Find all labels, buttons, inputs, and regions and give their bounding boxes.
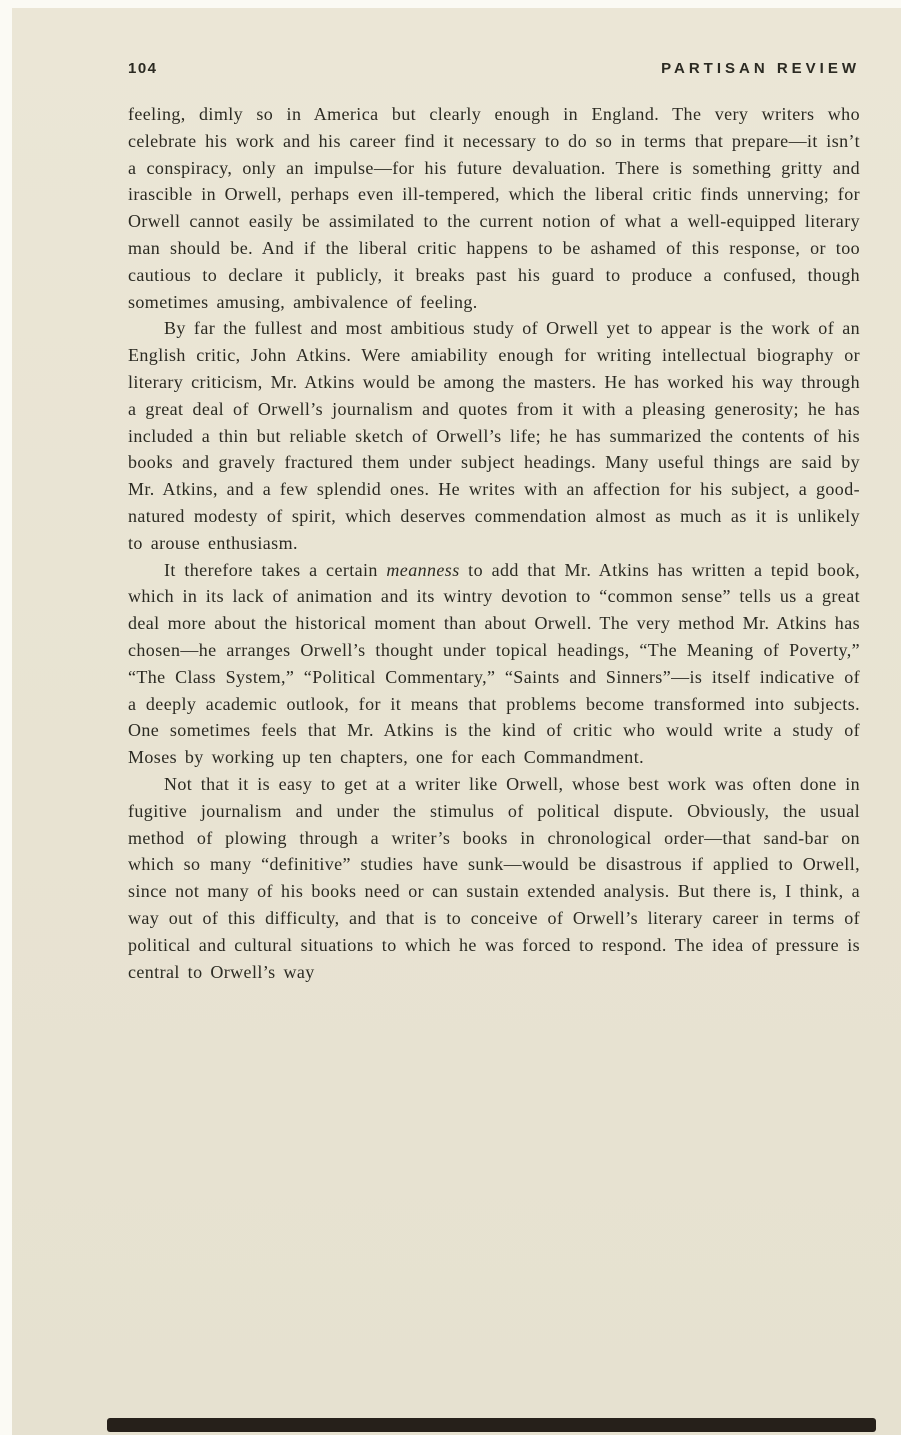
- page-header: [128, 60, 860, 77]
- scan-edge-shadow: [107, 1418, 876, 1432]
- paragraph-1: [128, 101, 860, 315]
- page-number: 104: [128, 60, 158, 77]
- paragraph-2: [128, 315, 860, 556]
- page-body: [128, 101, 860, 985]
- paragraph-3-text-rest: to add that Mr. Atkins has written a tepid book, which in its lack of animation and its wintry devotion to “common sense” tells us a great deal more about the historical moment than about Orwell. The very method Mr. Atkins has chosen—he arranges Orwell’s thought under topical headings, “The Meaning of Poverty,” “The Class System,” “Political Commentary,” “Saints and Sinners”—is itself indicative of a deeply academic outlook, for it means that problems become transformed into subjects. One sometimes feels that Mr. Atkins is the kind of critic who would write a study of Moses by working up ten chapters, one for each Commandment.: [128, 559, 860, 768]
- paragraph-3-text-lead: It therefore takes a certain: [164, 559, 387, 580]
- scanned-page: [12, 8, 901, 1435]
- paragraph-4: [128, 771, 860, 985]
- journal-title: PARTISAN REVIEW: [661, 60, 860, 77]
- paragraph-4-text: Not that it is easy to get at a writer like Orwell, whose best work was often done in fugitive journalism and under the stimulus of political dispute. Obviously, the usual method of plowing through a writer’s books in chronological order—that sand-bar on which so many “definitive” studies have sunk—would be disastrous if applied to Orwell, since not many of his books need or can sustain extended analysis. But there is, I think, a way out of this difficulty, and that is to conceive of Orwell’s literary career in terms of political and cultural situations to which he was forced to respond. The idea of pressure is central to Orwell’s way: [128, 773, 860, 982]
- paragraph-2-text: By far the fullest and most ambitious study of Orwell yet to appear is the work of an English critic, John Atkins. Were amiability enough for writing intellectual biography or literary criticism, Mr. Atkins would be among the masters. He has worked his way through a great deal of Orwell’s journalism and quotes from it with a pleasing generosity; he has included a thin but reliable sketch of Orwell’s life; he has summarized the contents of his books and gravely fractured them under subject headings. Many useful things are said by Mr. Atkins, and a few splendid ones. He writes with an affection for his subject, a good-natured modesty of spirit, which deserves commendation almost as much as it is unlikely to arouse enthusiasm.: [128, 318, 860, 553]
- paragraph-3-italic-word: meanness: [386, 559, 460, 580]
- paragraph-1-text: feeling, dimly so in America but clearly enough in England. The very writers who celebrate his work and his career find it necessary to do so in terms that prepare—it isn’t a conspiracy, only an impulse—for his future devaluation. There is something gritty and irascible in Orwell, perhaps even ill-tempered, which the liberal critic finds unnerving; for Orwell cannot easily be assimilated to the current notion of what a well-equipped literary man should be. And if the liberal critic happens to be ashamed of this response, or too cautious to declare it publicly, it breaks past his guard to produce a confused, though sometimes amusing, ambivalence of feeling.: [128, 104, 860, 312]
- paragraph-3: [128, 557, 860, 771]
- page-content: [128, 8, 860, 985]
